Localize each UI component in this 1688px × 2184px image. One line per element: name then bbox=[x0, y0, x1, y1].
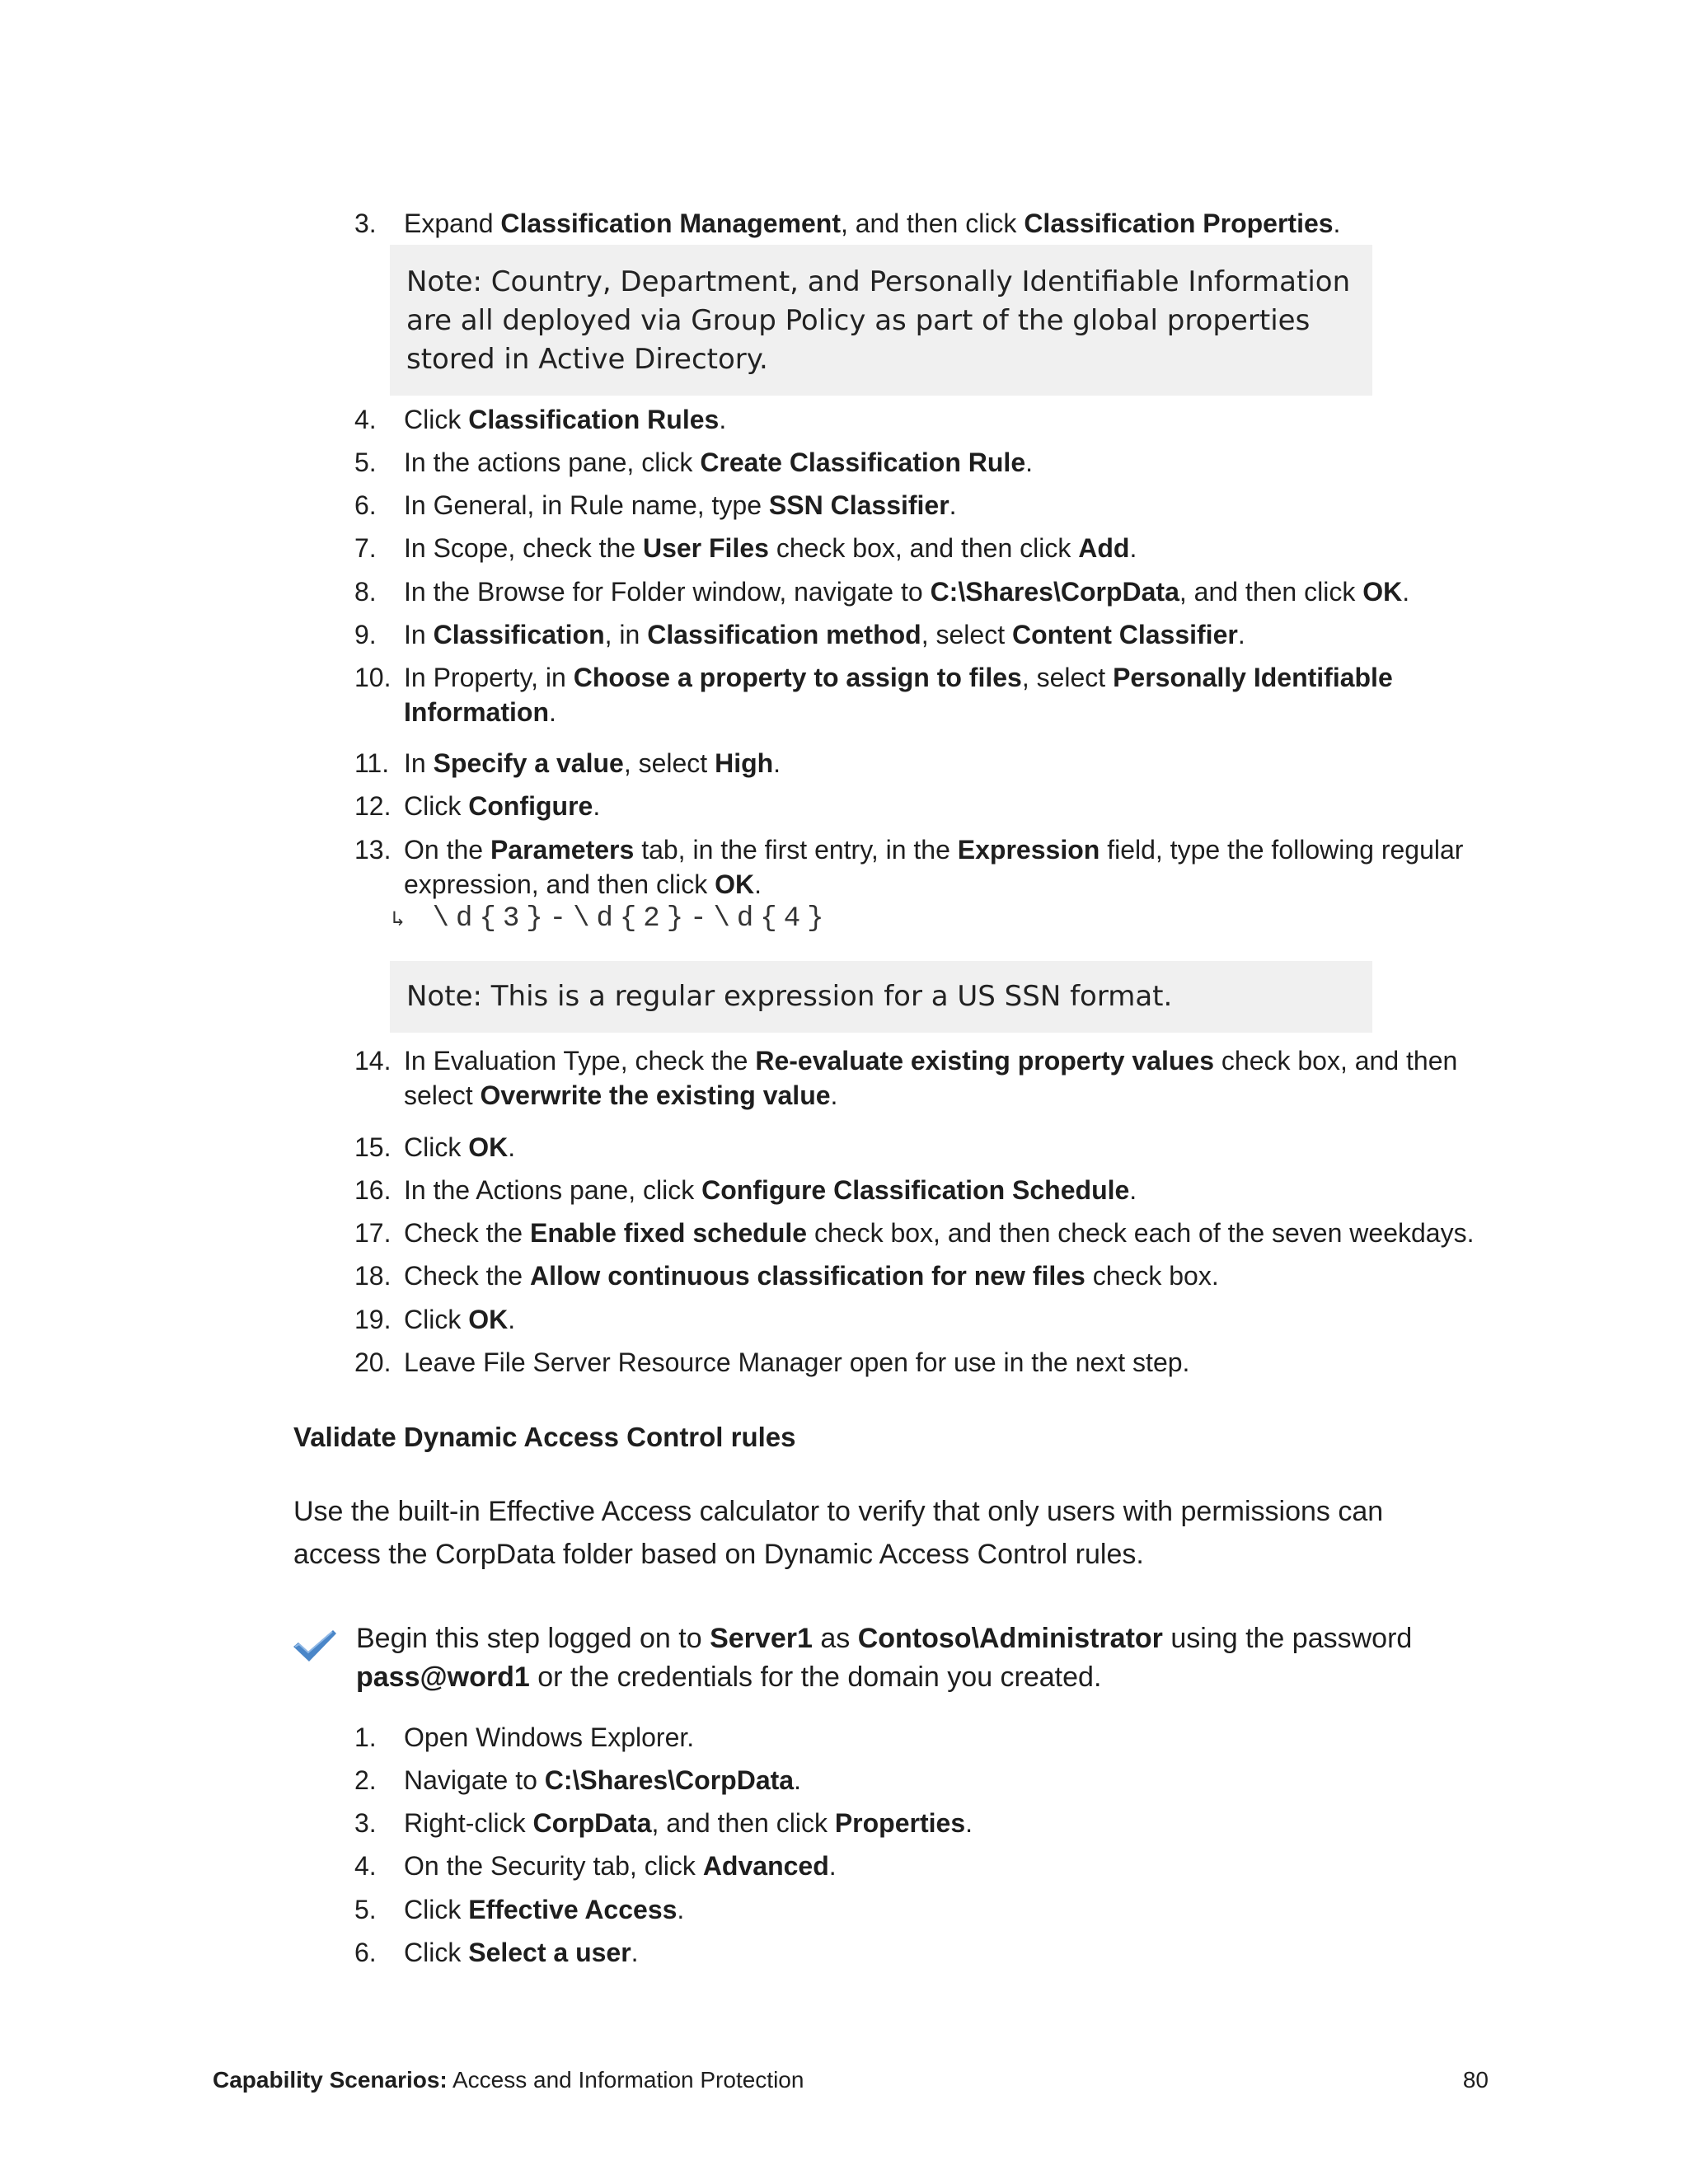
text-run: , select bbox=[1021, 663, 1114, 692]
text-run: tab, in the first entry, in the bbox=[634, 835, 958, 865]
text-run: Check the bbox=[404, 1218, 530, 1248]
text-run: . bbox=[719, 405, 727, 434]
list-item-text bbox=[404, 1720, 1517, 1755]
bold-text: Advanced bbox=[702, 1851, 829, 1881]
text-run: . bbox=[1402, 577, 1410, 607]
bold-text: OK bbox=[1362, 577, 1403, 607]
text-run: Begin this step logged on to bbox=[356, 1623, 710, 1654]
text-run: , select bbox=[921, 620, 1012, 649]
list-item-number: 3. bbox=[354, 1808, 377, 1838]
bold-text: Classification bbox=[433, 620, 605, 649]
text-run: In Property, in bbox=[404, 663, 574, 692]
list-item-text bbox=[404, 1806, 1517, 1840]
text-run: . bbox=[677, 1895, 685, 1924]
text-run: . bbox=[1129, 533, 1137, 563]
list-item-text bbox=[404, 1345, 1517, 1380]
bold-text: High bbox=[715, 748, 774, 778]
text-run: On the Security tab, click bbox=[404, 1851, 703, 1881]
list-item-text bbox=[404, 445, 1517, 480]
section-heading: Validate Dynamic Access Control rules bbox=[293, 1422, 796, 1452]
list-item-text bbox=[404, 617, 1517, 652]
text-run: or the credentials for the domain you created. bbox=[529, 1661, 1102, 1693]
text-run: Click bbox=[404, 405, 469, 434]
list-item-number: 19. bbox=[354, 1305, 392, 1334]
bold-text: Choose a property to assign to files bbox=[573, 663, 1022, 692]
section-paragraph: Use the built-in Effective Access calculator to verify that only users with permissions can access the CorpData folder based on Dynamic Access Control rules. bbox=[293, 1496, 1384, 1570]
list-item-number: 4. bbox=[354, 405, 377, 434]
list-item-number: 9. bbox=[354, 620, 377, 649]
bold-text: Contoso\Administrator bbox=[857, 1623, 1163, 1654]
list-item-text bbox=[404, 1130, 1517, 1165]
list-item-number: 5. bbox=[354, 448, 377, 477]
checkmark-icon bbox=[290, 1625, 338, 1665]
list-item-text bbox=[404, 206, 1517, 241]
text-run: check box. bbox=[1085, 1261, 1219, 1291]
text-run: Click bbox=[404, 791, 469, 821]
list-item-number: 13. bbox=[354, 835, 392, 865]
bold-text: SSN Classifier bbox=[768, 490, 950, 520]
text-run: , select bbox=[623, 748, 715, 778]
bold-text: Properties bbox=[834, 1808, 966, 1838]
list-item-number: 17. bbox=[354, 1218, 392, 1248]
text-run: . bbox=[830, 1080, 838, 1110]
list-item-text bbox=[404, 531, 1517, 565]
page-footer bbox=[213, 2067, 1489, 2100]
regex-code-line bbox=[392, 903, 831, 944]
bold-text: Add bbox=[1078, 533, 1130, 563]
list-item-text bbox=[404, 1935, 1517, 1970]
bold-text: Re-evaluate existing property values bbox=[755, 1046, 1214, 1076]
text-run: . bbox=[794, 1765, 801, 1795]
text-run: In General, in Rule name, type bbox=[404, 490, 769, 520]
text-run: . bbox=[631, 1938, 639, 1967]
text-run: . bbox=[754, 869, 762, 899]
text-run: check box, and then check each of the seven weekdays. bbox=[807, 1218, 1475, 1248]
bold-text: Classification Rules bbox=[468, 405, 720, 434]
text-run: Right-click bbox=[404, 1808, 533, 1838]
list-item-text bbox=[404, 1258, 1517, 1293]
list-item-number: 18. bbox=[354, 1261, 392, 1291]
bold-text: Parameters bbox=[490, 835, 635, 865]
bold-text: CorpData bbox=[532, 1808, 652, 1838]
list-item-text bbox=[404, 1216, 1517, 1250]
bold-text: Configure bbox=[468, 791, 593, 821]
bold-text: User Files bbox=[642, 533, 769, 563]
list-item-number: 15. bbox=[354, 1132, 392, 1162]
list-item-text bbox=[404, 789, 1517, 823]
text-run: . bbox=[965, 1808, 973, 1838]
text-run: In bbox=[404, 620, 434, 649]
bold-text: Overwrite the existing value bbox=[480, 1080, 831, 1110]
regex-expression: \d{3}-\d{2}-\d{4} bbox=[432, 903, 831, 935]
list-item-number: 3. bbox=[354, 209, 377, 238]
text-run: Click bbox=[404, 1938, 469, 1967]
bold-text: C:\Shares\CorpData bbox=[930, 577, 1179, 607]
text-run: check box, and then select bbox=[404, 1046, 1458, 1110]
list-item-text bbox=[404, 746, 1517, 780]
list-item-text bbox=[404, 1302, 1517, 1337]
list-item-text bbox=[404, 488, 1517, 523]
list-item-number: 7. bbox=[354, 533, 377, 563]
bold-text: Classification Properties bbox=[1024, 209, 1334, 238]
text-run: , and then click bbox=[1179, 577, 1363, 607]
list-item-number: 20. bbox=[354, 1347, 392, 1377]
text-run: field, type the following regular expression, and then click bbox=[404, 835, 1464, 899]
text-run: . bbox=[548, 697, 556, 727]
list-item-text bbox=[404, 1173, 1517, 1207]
list-item-text bbox=[404, 1043, 1517, 1113]
footer-label-text: Access and Information Protection bbox=[447, 2067, 804, 2093]
text-run: . bbox=[773, 748, 781, 778]
bold-text: Create Classification Rule bbox=[700, 448, 1026, 477]
text-run: . bbox=[593, 791, 601, 821]
list-item-text bbox=[404, 1763, 1517, 1797]
text-run: In the Actions pane, click bbox=[404, 1175, 702, 1205]
list-item-text bbox=[404, 1892, 1517, 1927]
text-run: Click bbox=[404, 1132, 469, 1162]
text-run: . bbox=[949, 490, 957, 520]
text-run: Expand bbox=[404, 209, 501, 238]
text-run: , and then click bbox=[840, 209, 1025, 238]
text-run: . bbox=[1333, 209, 1341, 238]
page-number: 80 bbox=[1462, 2067, 1489, 2093]
list-item-text bbox=[404, 1849, 1517, 1883]
text-run: Leave File Server Resource Manager open for use in the next step. bbox=[404, 1347, 1190, 1377]
footer-label-bold: Capability Scenarios: bbox=[213, 2067, 448, 2093]
text-run: , and then click bbox=[651, 1808, 835, 1838]
list-item-number: 6. bbox=[354, 490, 377, 520]
list-item-number: 8. bbox=[354, 577, 377, 607]
text-run: . bbox=[1129, 1175, 1137, 1205]
prerequisite-callout bbox=[356, 1619, 1428, 1697]
bold-text: Classification Management bbox=[500, 209, 841, 238]
list-item-number: 12. bbox=[354, 791, 392, 821]
list-item-number: 5. bbox=[354, 1895, 377, 1924]
list-item-number: 4. bbox=[354, 1851, 377, 1881]
bold-text: Expression bbox=[957, 835, 1100, 865]
text-run: . bbox=[508, 1132, 516, 1162]
text-run: , in bbox=[604, 620, 648, 649]
list-item-number: 16. bbox=[354, 1175, 392, 1205]
text-run: using the password bbox=[1162, 1623, 1413, 1654]
text-run: . bbox=[828, 1851, 837, 1881]
bold-text: Select a user bbox=[468, 1938, 631, 1967]
bold-text: OK bbox=[715, 869, 755, 899]
bold-text: Personally Identifiable Information bbox=[404, 663, 1393, 727]
text-run: . bbox=[508, 1305, 516, 1334]
list-item-number: 11. bbox=[354, 748, 390, 778]
bold-text: OK bbox=[468, 1305, 509, 1334]
list-item-text bbox=[404, 574, 1517, 609]
text-run: Navigate to bbox=[404, 1765, 545, 1795]
bold-text: Classification method bbox=[647, 620, 921, 649]
text-run: . bbox=[1237, 620, 1245, 649]
list-item-number: 1. bbox=[354, 1722, 377, 1752]
text-run: check box, and then click bbox=[768, 533, 1079, 563]
text-run: In the Browse for Folder window, navigate to bbox=[404, 577, 931, 607]
text-run: Click bbox=[404, 1895, 469, 1924]
list-item-number: 10. bbox=[354, 663, 392, 692]
footer-label bbox=[213, 2067, 804, 2093]
bold-text: Allow continuous classification for new files bbox=[529, 1261, 1085, 1291]
text-run: In bbox=[404, 748, 434, 778]
bold-text: Specify a value bbox=[433, 748, 624, 778]
text-run: In Evaluation Type, check the bbox=[404, 1046, 756, 1076]
continuation-arrow-icon: ↳ bbox=[392, 907, 405, 932]
text-run: Open Windows Explorer. bbox=[404, 1722, 695, 1752]
list-item-number: 6. bbox=[354, 1938, 377, 1967]
text-run: In the actions pane, click bbox=[404, 448, 701, 477]
text-run: Click bbox=[404, 1305, 469, 1334]
text-run: as bbox=[812, 1623, 858, 1654]
note-global-properties: Note: Country, Department, and Personally Identifiable Information are all deployed via Group Policy as part of the global properties stored in Active Directory. bbox=[390, 245, 1372, 396]
bold-text: Configure Classification Schedule bbox=[701, 1175, 1130, 1205]
bold-text: OK bbox=[468, 1132, 509, 1162]
text-run: On the bbox=[404, 835, 490, 865]
bold-text: Server1 bbox=[710, 1623, 813, 1654]
text-run: . bbox=[1025, 448, 1033, 477]
bold-text: Content Classifier bbox=[1011, 620, 1238, 649]
bold-text: C:\Shares\CorpData bbox=[544, 1765, 795, 1795]
list-item-number: 2. bbox=[354, 1765, 377, 1795]
text-run: In Scope, check the bbox=[404, 533, 643, 563]
note-ssn-format: Note: This is a regular expression for a US SSN format. bbox=[390, 961, 1372, 1033]
list-item-text bbox=[404, 832, 1517, 902]
list-item-text bbox=[404, 660, 1517, 729]
bold-text: Enable fixed schedule bbox=[529, 1218, 808, 1248]
list-item-number: 14. bbox=[354, 1046, 392, 1076]
text-run: Check the bbox=[404, 1261, 530, 1291]
bold-text: Effective Access bbox=[468, 1895, 678, 1924]
list-item-text bbox=[404, 402, 1517, 437]
bold-text: pass@word1 bbox=[356, 1661, 530, 1693]
